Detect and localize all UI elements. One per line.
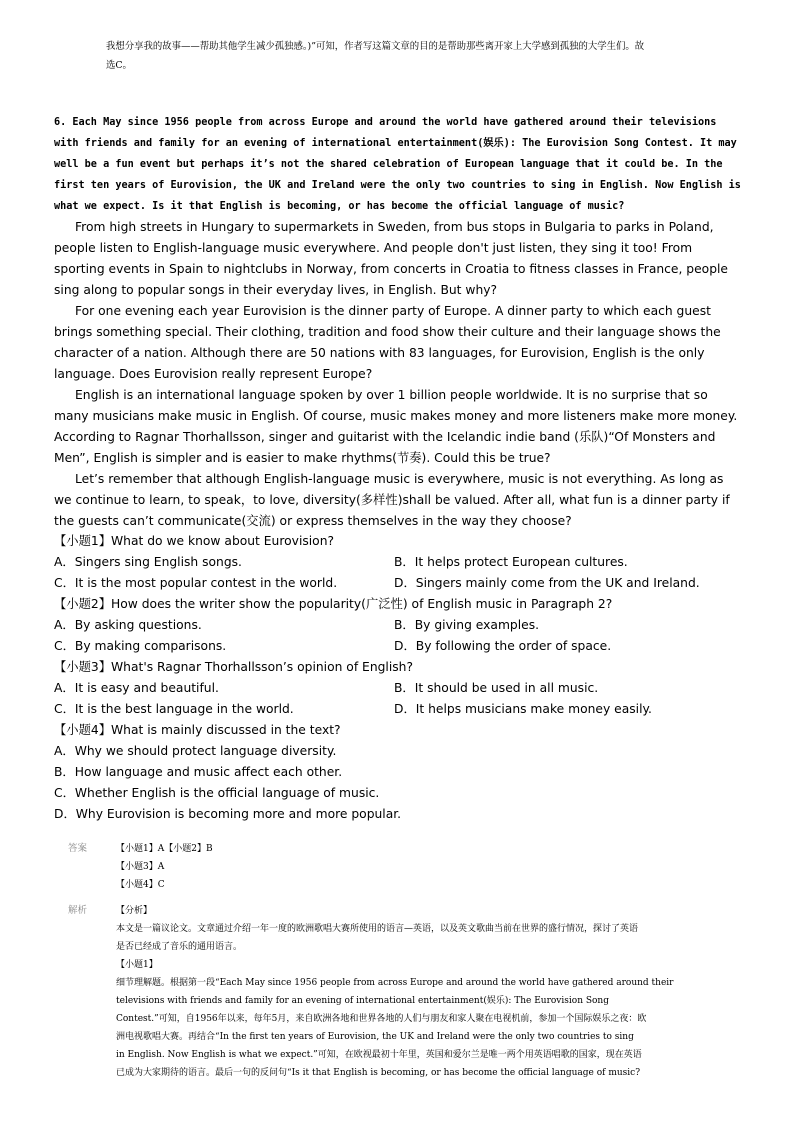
prev-answer-line: 选C。 — [106, 60, 132, 71]
question-1-option-d[interactable]: D．Singers mainly come from the UK and Ireland. — [394, 576, 700, 590]
intro-line: first ten years of Eurovision, the UK and Ireland were the only two countries to sing in English. Now English is — [54, 180, 741, 191]
question-4-stem: 【小题4】What is mainly discussed in the text? — [54, 723, 341, 737]
question-3-stem: 【小题3】What's Ragnar Thorhallsson’s opinion of English? — [54, 660, 413, 674]
question-4-option-d[interactable]: D．Why Eurovision is becoming more and more popular. — [54, 807, 402, 821]
question-list — [54, 531, 744, 825]
intro-line: with friends and family for an evening of international entertainment(娱乐): The Eurovision Song Contest. It may — [54, 138, 737, 149]
question-4-option-b[interactable]: B．How language and music affect each other. — [54, 765, 343, 779]
question-1-stem: 【小题1】What do we know about Eurovision? — [54, 534, 335, 548]
question-3-option-b[interactable]: B．It should be used in all music. — [394, 681, 599, 695]
question-3-option-a[interactable]: A．It is easy and beautiful. — [54, 681, 219, 695]
analysis-line: in English. Now English is what we expect.”可知，在欧视最初十年里，英国和爱尔兰是唯一两个用英语唱歌的国家，现在英语 — [116, 1050, 642, 1060]
question-2-option-d[interactable]: D．By following the order of space. — [394, 639, 612, 653]
question-2-stem: 【小题2】How does the writer show the popularity(广泛性) of English music in Paragraph 2? — [54, 597, 613, 611]
question-1-option-c[interactable]: C．It is the most popular contest in the world. — [54, 576, 338, 590]
question-3-option-c[interactable]: C．It is the best language in the world. — [54, 702, 294, 716]
answer-line: 【小题4】C — [116, 880, 165, 890]
answer-label: 答案 — [68, 843, 88, 854]
analysis-line: 【分析】 — [116, 906, 153, 916]
previous-answer-explanation — [106, 37, 756, 75]
answer-line: 【小题1】A【小题2】B — [116, 844, 213, 854]
analysis-line: 细节理解题。根据第一段“Each May since 1956 people from across Europe and around the world have gathered around their — [116, 978, 674, 988]
passage-paragraph-1: From high streets in Hungary to supermarkets in Sweden, from bus stops in Bulgaria to parks in Poland, people listen to English-language music everywhere. And people don't just listen, they sing it too! From sporting events in Spain to nightclubs in Norway, from concerts in Croatia to fitness classes in France, people sing along to popular songs in their everyday lives, in English. But why? — [54, 220, 728, 297]
question-4-option-c[interactable]: C．Whether English is the official language of music. — [54, 786, 380, 800]
question-1-option-a[interactable]: A．Singers sing English songs. — [54, 555, 242, 569]
passage-paragraph-2: For one evening each year Eurovision is the dinner party of Europe. A dinner party to which each guest brings something special. Their clothing, tradition and food show their culture and their language shows the character of a nation. Although there are 50 nations with 83 languages, for Eurovision, English is the only language. Does Eurovision really represent Europe? — [54, 304, 721, 381]
passage-paragraph-4: Let’s remember that although English-language music is everywhere, music is not everything. As long as we continue to learn, to speak，to love, diversity(多样性)shall be valued. After all, what fun is a dinner party if the guests can’t communicate(交流) or express themselves in the way they choose? — [54, 472, 730, 528]
analysis-line: Contest.”可知，自1956年以来，每年5月，来自欧洲各地和世界各地的人们与朋友和家人聚在电视机前，参加一个国际娱乐之夜：欧 — [116, 1014, 647, 1024]
analysis-line: 本文是一篇议论文。文章通过介绍一年一度的欧洲歌唱大赛所使用的语言—英语，以及英文歌曲当前在世界的盛行情况，探讨了英语 — [116, 924, 639, 934]
question-2-option-a[interactable]: A．By asking questions. — [54, 618, 202, 632]
intro-line: well be a fun event but perhaps it’s not the shared celebration of European language that it could be. In the — [54, 159, 723, 170]
question-1-option-b[interactable]: B．It helps protect European cultures. — [394, 555, 628, 569]
intro-line: what we expect. Is it that English is becoming, or has become the official language of music? — [54, 201, 625, 212]
analysis-line: 已成为大家期待的语言。最后一句的反问句“Is it that English is becoming, or has become the official language of music? — [116, 1068, 641, 1078]
question-3-option-d[interactable]: D．It helps musicians make money easily. — [394, 702, 652, 716]
reading-passage — [54, 217, 744, 532]
question-6-intro — [54, 112, 744, 217]
question-2-option-b[interactable]: B．By giving examples. — [394, 618, 540, 632]
passage-paragraph-3: English is an international language spoken by over 1 billion people worldwide. It is no surprise that so many musicians make music in English. Of course, music makes money and more listeners make more money. According to Ragnar Thorhallsson, singer and guitarist with the Icelandic indie band (乐队)“Of Monsters and Men”, English is simpler and is easier to make rhythms(节奏). Could this be true? — [54, 388, 738, 465]
analysis-line: 【小题1】 — [116, 960, 158, 970]
analysis-line: 洲电视歌唱大赛。再结合“In the first ten years of Eurovision, the UK and Ireland were the only two countries to sing — [116, 1032, 634, 1042]
question-4-option-a[interactable]: A．Why we should protect language diversity. — [54, 744, 337, 758]
question-2-option-c[interactable]: C．By making comparisons. — [54, 639, 227, 653]
intro-line: 6. Each May since 1956 people from across Europe and around the world have gathered around their televisions — [54, 117, 717, 128]
prev-answer-line: 我想分享我的故事——帮助其他学生减少孤独感。)”可知，作者写这篇文章的目的是帮助那些离开家上大学感到孤独的大学生们。故 — [106, 41, 645, 52]
analysis-label: 解析 — [68, 905, 88, 916]
analysis-line: 是否已经成了音乐的通用语言。 — [116, 942, 243, 952]
answer-line: 【小题3】A — [116, 862, 165, 872]
analysis-line: televisions with friends and family for an evening of international entertainment(娱乐): The Eurovision Song — [116, 996, 609, 1006]
